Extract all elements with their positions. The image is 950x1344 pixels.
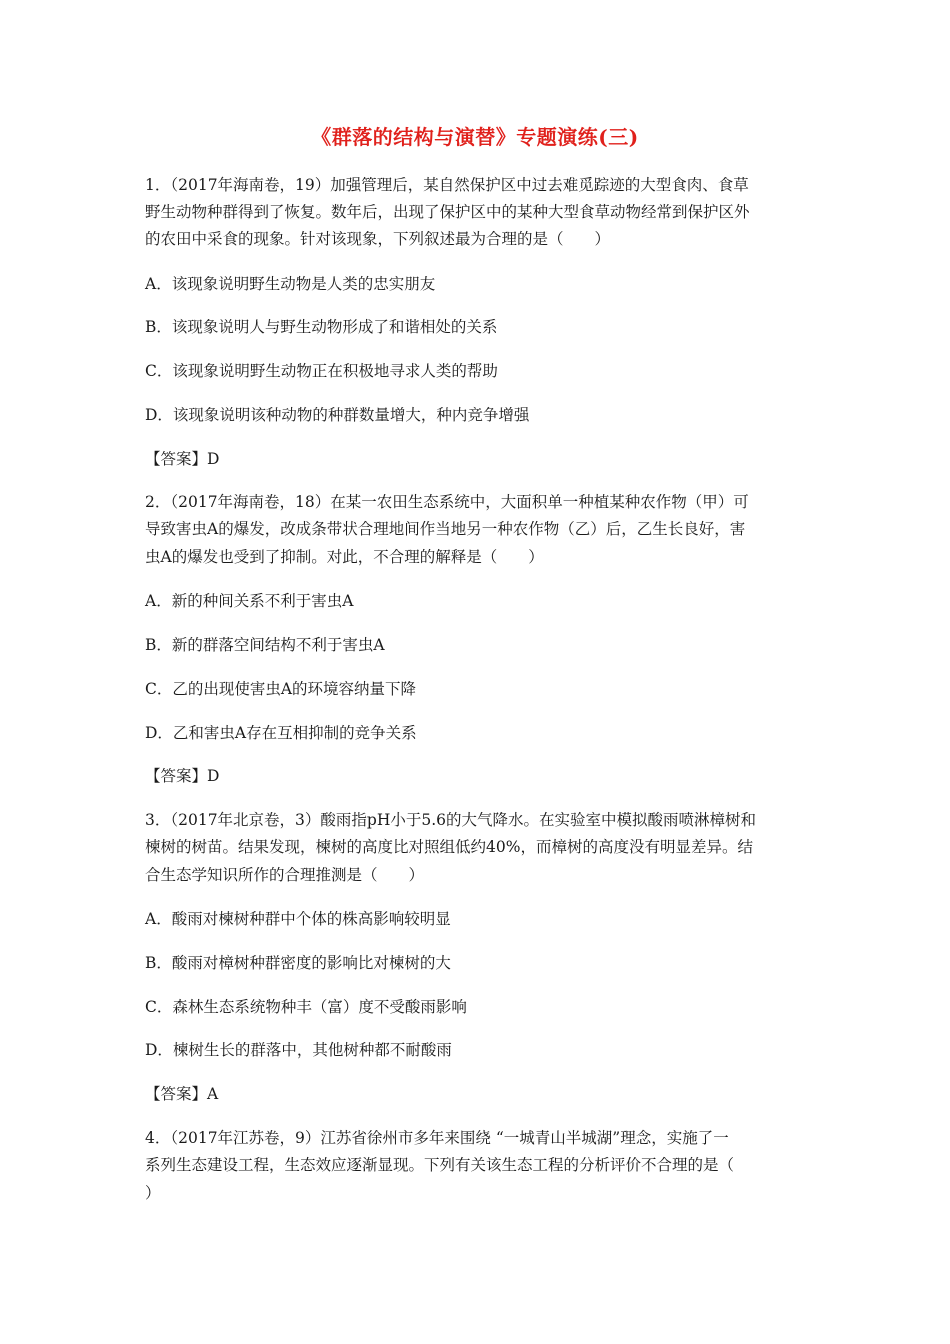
question-3-option-d: D．楝树生长的群落中，其他树种都不耐酸雨: [145, 1041, 452, 1059]
question-2-stem-line-1: 2．（2017年海南卷，18）在某一农田生态系统中，大面积单一种植某种农作物（甲）可: [145, 493, 749, 511]
question-3-option-c: C．森林生态系统物种丰（富）度不受酸雨影响: [145, 998, 467, 1016]
question-1-option-d: D．该现象说明该种动物的种群数量增大，种内竞争增强: [145, 406, 530, 424]
question-3-option-a: A．酸雨对楝树种群中个体的株高影响较明显: [145, 910, 451, 928]
question-1-stem-line-2: 野生动物种群得到了恢复。数年后，出现了保护区中的某种大型食草动物经常到保护区外: [145, 203, 750, 221]
question-3-stem-line-1: 3．（2017年北京卷，3）酸雨指pH小于5.6的大气降水。在实验室中模拟酸雨喷淋樟树和: [145, 811, 757, 829]
question-4-stem-line-3: ）: [145, 1184, 161, 1202]
question-4-stem-line-2: 系列生态建设工程，生态效应逐渐显现。下列有关该生态工程的分析评价不合理的是（: [145, 1156, 735, 1174]
question-3-stem-line-3: 合生态学知识所作的合理推测是（ ）: [145, 866, 425, 884]
question-2-answer: 【答案】D: [145, 767, 220, 785]
question-1-option-b: B．该现象说明人与野生动物形成了和谐相处的关系: [145, 318, 498, 336]
question-1-stem-line-1: 1．（2017年海南卷，19）加强管理后，某自然保护区中过去难觅踪迹的大型食肉、食草: [145, 176, 749, 194]
question-2-option-d: D．乙和害虫A存在互相抑制的竞争关系: [145, 724, 417, 742]
question-2-option-a: A．新的种间关系不利于害虫A: [145, 592, 354, 610]
question-2-stem-line-3: 虫A的爆发也受到了抑制。对此，不合理的解释是（ ）: [145, 548, 544, 566]
question-3-option-b: B．酸雨对樟树种群密度的影响比对楝树的大: [145, 954, 451, 972]
question-1-stem-line-3: 的农田中采食的现象。针对该现象，下列叙述最为合理的是（ ）: [145, 230, 611, 248]
question-2-option-c: C．乙的出现使害虫A的环境容纳量下降: [145, 680, 417, 698]
question-1-option-c: C．该现象说明野生动物正在积极地寻求人类的帮助: [145, 362, 498, 380]
question-1-answer: 【答案】D: [145, 450, 220, 468]
question-2-stem-line-2: 导致害虫A的爆发，改成条带状合理地间作当地另一种农作物（乙）后，乙生长良好，害: [145, 520, 746, 538]
question-3-stem-line-2: 楝树的树苗。结果发现，楝树的高度比对照组低约40%，而樟树的高度没有明显差异。结: [145, 838, 753, 856]
page-title: 《群落的结构与演替》专题演练(三): [311, 125, 639, 149]
question-4-stem-line-1: 4．（2017年江苏卷，9）江苏省徐州市多年来围绕 “一城青山半城湖”理念，实施了一: [145, 1129, 729, 1147]
question-2-option-b: B．新的群落空间结构不利于害虫A: [145, 636, 385, 654]
question-3-answer: 【答案】A: [145, 1085, 219, 1103]
question-1-option-a: A．该现象说明野生动物是人类的忠实朋友: [145, 275, 436, 293]
